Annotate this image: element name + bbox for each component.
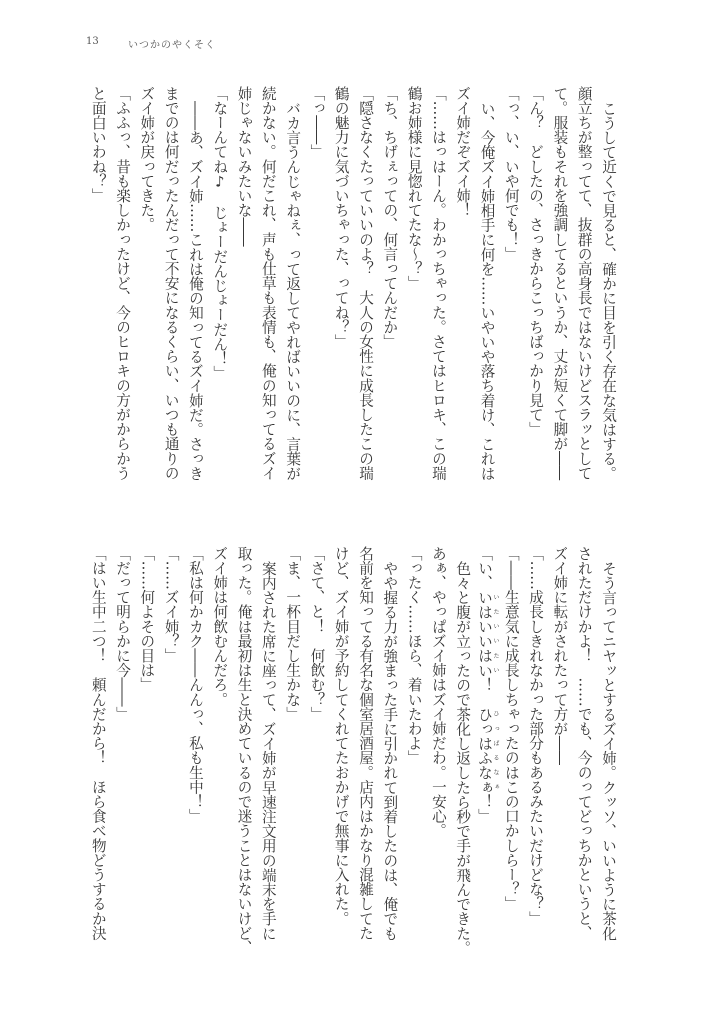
text-line: けど、ズイ姉が予約してくれてたおかげで無事に入れた。	[332, 546, 350, 926]
text-line: 「……何よその目は」	[138, 546, 156, 692]
text-line: ズイ姉が戻ってきた。	[138, 86, 156, 232]
text-line: 色々と腹が立ったので茶化し返したら秒で手が飛んできた。	[454, 560, 472, 955]
text-line: 「ったく……ほら、着いたわよ」	[405, 546, 423, 765]
text-line: 「なーんてね♪ じょーだんじょーだん！」	[211, 86, 229, 381]
text-line: 案内された席に座って、ズイ姉が早速注文用の端末を手に	[259, 560, 277, 941]
text-line: 「ふふっ、昔も楽しかったけど、今のヒロキの方がからかう	[114, 86, 132, 481]
text-line: あぁ、やっぱズイ姉はズイ姉だわ。一安心。	[429, 546, 447, 838]
text-line: 「ま、一杯目だし生かな」	[284, 546, 302, 722]
text-line: されただけかよ！ ……でも、今のってどっちかというと、	[575, 546, 593, 941]
text-line: 「い、いはいいはい いたいいたい！ ひっはふなぁ ひっぱるなぁ！」	[476, 546, 500, 824]
text-line: い、今俺ズイ姉相手に何を……いやいや落ち着け、これは	[478, 100, 496, 481]
text-line: こうして近くで見ると、確かに目を引く存在な気はする。	[600, 100, 617, 481]
text-line: 姉じゃないみたいな――	[235, 86, 253, 247]
text-line: 「隠さなくたっていいのよ？ 大人の女性に成長したこの瑞	[357, 86, 375, 481]
text-line: 「はい生中二つ！ 頼んだから！ ほら食べ物どうするか決	[89, 546, 107, 941]
text-line: 「……はっはーん。わかっちゃった。さてはヒロキ、この瑞	[429, 86, 447, 481]
text-line: 「っ――」	[308, 86, 326, 159]
ruby-text: ひっはふなぁ ひっぱるなぁ	[476, 706, 500, 795]
text-line: 続かない。何だこれ、声も仕草も表情も、俺の知ってるズイ	[259, 86, 277, 481]
text-line: と面白いわね？」	[89, 86, 107, 203]
text-line: 「ち、ちげぇっての、何言ってんだか」	[381, 86, 399, 349]
page-number: 13	[86, 36, 99, 47]
text-line: て。服装もそれを強調してるというか、丈が短くて脚が――	[551, 86, 569, 481]
text-line: ズイ姉は何飲むんだろ。	[211, 546, 229, 707]
text-line: 「だって明らかに今――」	[114, 546, 132, 722]
text-line: 「ん？ どしたの、さっきからこっちばっかり見て」	[527, 86, 545, 437]
text-block-top	[80, 86, 620, 496]
text-line: ――あ、ズイ姉……これは俺の知ってるズイ姉だ。さっき	[186, 100, 204, 481]
text-line: そう言ってニヤッとするズイ姉。クッソ、いいように茶化	[600, 560, 617, 941]
text-line: ズイ姉だぞズイ姉！	[454, 86, 472, 218]
text-block-bottom	[80, 546, 620, 956]
text-line: 鶴お姉様に見惚れてたな～？」	[405, 86, 423, 291]
text-line: 名前を知ってる有名な個室居酒屋。店内はかなり混雑してた	[357, 546, 375, 941]
text-line: 「っ、い、いや何でも！」	[502, 86, 520, 262]
text-line: 「……ズイ姉？」	[162, 546, 180, 663]
text-line: 取った。俺は最初は生と決めているので迷うことはないけど、	[235, 546, 253, 955]
text-line: 鶴の魅力に気づいちゃった、ってね？」	[332, 86, 350, 349]
text-line: やや握る力が強まった手に引かれて到着したのは、俺でも	[381, 560, 399, 941]
text-line: までのは何だったんだって不安になるくらい、いつも通りの	[162, 86, 180, 481]
text-line: 「さて、と！ 何飲む？」	[308, 546, 326, 722]
ruby-text: いはいいはい いたいいたい	[476, 589, 500, 678]
text-line: 顔立ちが整ってて、抜群の高身長ではないけどスラッとして	[575, 86, 593, 481]
text-line: ズイ姉に転がされたって方が――	[551, 546, 569, 765]
text-line: 「私は何かカク――んんっ、私も生中！」	[186, 546, 204, 824]
text-line: 「――生意気に成長しちゃったのはこの口かしらー？」	[502, 546, 520, 911]
text-line: 「……成長しきれなかった部分もあるみたいだけどな？」	[527, 546, 545, 926]
running-title: いつかのやくそく	[128, 40, 216, 51]
text-line: バカ言うんじゃねぇ、って返してやればいいのに、言葉が	[284, 100, 302, 481]
